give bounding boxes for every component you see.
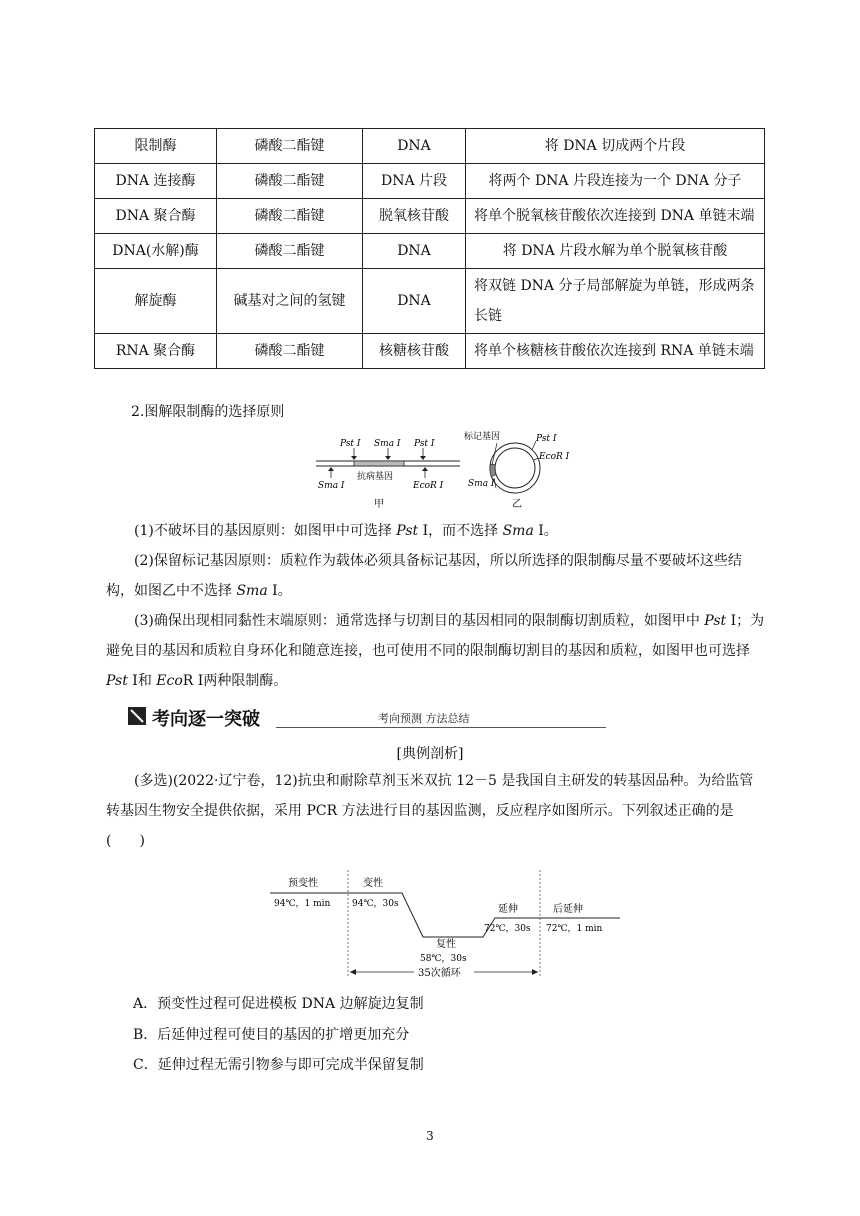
- enzyme-name: Pst: [396, 523, 419, 539]
- table-row: [95, 164, 765, 199]
- table-cell: 将 DNA 切成两个片段: [466, 129, 765, 164]
- denature-condition: 94℃，30s: [352, 899, 399, 909]
- question-text: (多选)(2022·辽宁卷，12)抗虫和耐除草剂玉米双抗 12－5 是我国自主研发的转基因品种。为给监管转基因生物安全提供依据，采用 PCR 方法进行目的基因监测，反应程序如图所示。下列叙述正确的是( ): [106, 773, 754, 849]
- text: R Ⅰ两种限制酶。: [182, 673, 288, 689]
- table-cell: 将 DNA 片段水解为单个脱氧核苷酸: [466, 234, 765, 269]
- text: (3)确保出现相同黏性末端原则：通常选择与切割目的基因相同的限制酶切割质粒，如图甲中: [134, 613, 705, 629]
- figure-jia-label: 甲: [374, 499, 384, 510]
- banner-subtitle: 考向预测 方法总结: [378, 712, 470, 725]
- table-cell: 碱基对之间的氢键: [217, 269, 363, 334]
- plasmid: [490, 443, 540, 493]
- enzyme-name: Sma: [236, 583, 268, 599]
- section-banner: [128, 705, 478, 729]
- enzyme-table: [94, 128, 765, 369]
- table-cell: 磷酸二酯键: [217, 129, 363, 164]
- table-row: [95, 129, 765, 164]
- table-cell: 磷酸二酯键: [217, 234, 363, 269]
- principle-3: [106, 606, 766, 696]
- gene-segment: [354, 461, 404, 466]
- sma-top-label: Sma Ⅰ: [374, 439, 401, 449]
- table-cell: RNA 聚合酶: [95, 334, 217, 369]
- marker-gene-segment: [490, 464, 496, 477]
- enzyme-name: Pst: [704, 613, 727, 629]
- text: Ⅰ。: [267, 583, 292, 599]
- table-cell: DNA 连接酶: [95, 164, 217, 199]
- table-cell: DNA 片段: [363, 164, 466, 199]
- table-row: [95, 269, 765, 334]
- option-a: A．预变性过程可促进模板 DNA 边解旋边复制: [133, 996, 424, 1012]
- extend-condition: 72℃，30s: [484, 924, 531, 934]
- enzyme-name: Eco: [156, 673, 183, 689]
- banner-divider: [276, 727, 606, 728]
- table-cell: 将单个脱氧核苷酸依次连接到 DNA 单链末端: [466, 199, 765, 234]
- table-cell: DNA: [363, 269, 466, 334]
- post-extend-label: 后延伸: [553, 904, 583, 915]
- principle-1: [106, 516, 766, 546]
- pst-left-label: Pst Ⅰ: [340, 439, 361, 449]
- post-extend-condition: 72℃，1 min: [546, 924, 603, 934]
- text: Ⅰ；为避免目的基因和质粒自身环化和随意连接，也可使用不同的限制酶切割目的基因和质粒，如图甲也可选择: [106, 613, 765, 659]
- gene-label: 抗病基因: [357, 472, 394, 482]
- extend-label: 延伸: [498, 904, 518, 915]
- marker-gene-label: 标记基因: [464, 432, 501, 442]
- predenature-condition: 94℃，1 min: [274, 899, 331, 909]
- table-cell: DNA: [363, 234, 466, 269]
- table-cell: 限制酶: [95, 129, 217, 164]
- text: Ⅰ。: [533, 523, 558, 539]
- anneal-label: 复性: [436, 939, 456, 950]
- banner-icon: [128, 707, 146, 725]
- pst-right-label: Pst Ⅰ: [414, 439, 435, 449]
- table-cell: 将双链 DNA 分子局部解旋为单链，形成两条长链: [466, 269, 765, 334]
- table-cell: 磷酸二酯键: [217, 334, 363, 369]
- section-title: 2.图解限制酶的选择原则: [131, 404, 285, 420]
- table-cell: DNA: [363, 129, 466, 164]
- pcr-program-diagram: [268, 866, 624, 982]
- text: (1)不破坏目的基因原则：如图甲中可选择: [134, 523, 397, 539]
- table-cell: 磷酸二酯键: [217, 164, 363, 199]
- enzyme-name: Pst: [106, 673, 128, 689]
- table-cell: DNA 聚合酶: [95, 199, 217, 234]
- table-row: [95, 334, 765, 369]
- anneal-condition: 58℃，30s: [420, 954, 467, 964]
- table-cell: 将单个核糖核苷酸依次连接到 RNA 单链末端: [466, 334, 765, 369]
- text: Ⅰ和: [127, 673, 157, 689]
- page-number: 3: [426, 1129, 434, 1143]
- principle-2: [106, 546, 766, 606]
- example-heading: [典例剖析]: [396, 746, 464, 762]
- option-b: B．后延伸过程可使目的基因的扩增更加充分: [133, 1027, 410, 1043]
- table-cell: 脱氧核苷酸: [363, 199, 466, 234]
- ecor-label: EcoR Ⅰ: [413, 481, 444, 491]
- cycles-label: 35次循环: [418, 968, 461, 979]
- table-cell: 磷酸二酯键: [217, 199, 363, 234]
- denature-label: 变性: [363, 878, 383, 889]
- enzyme-name: Sma: [502, 523, 534, 539]
- yi-pst-label: Pst Ⅰ: [536, 434, 557, 444]
- restriction-diagram: [310, 428, 570, 512]
- text: Ⅰ，而不选择: [418, 523, 503, 539]
- table-cell: 核糖核苷酸: [363, 334, 466, 369]
- predenature-label: 预变性: [288, 878, 318, 889]
- table-cell: 解旋酶: [95, 269, 217, 334]
- yi-ecor-label: EcoR Ⅰ: [539, 452, 570, 462]
- sma-bottom-label: Sma Ⅰ: [318, 481, 345, 491]
- text: (2)保留标记基因原则：质粒作为载体必须具备标记基因，所以所选择的限制酶尽量不要破坏这些结构，如图乙中不选择: [106, 553, 742, 599]
- table-row: [95, 234, 765, 269]
- banner-title: 考向逐一突破: [152, 709, 260, 730]
- table-cell: 将两个 DNA 片段连接为一个 DNA 分子: [466, 164, 765, 199]
- table-row: [95, 199, 765, 234]
- figure-yi-label: 乙: [512, 499, 522, 510]
- option-c: C．延伸过程无需引物参与即可完成半保留复制: [133, 1057, 424, 1073]
- table-cell: DNA(水解)酶: [95, 234, 217, 269]
- yi-sma-label: Sma Ⅰ: [468, 479, 495, 489]
